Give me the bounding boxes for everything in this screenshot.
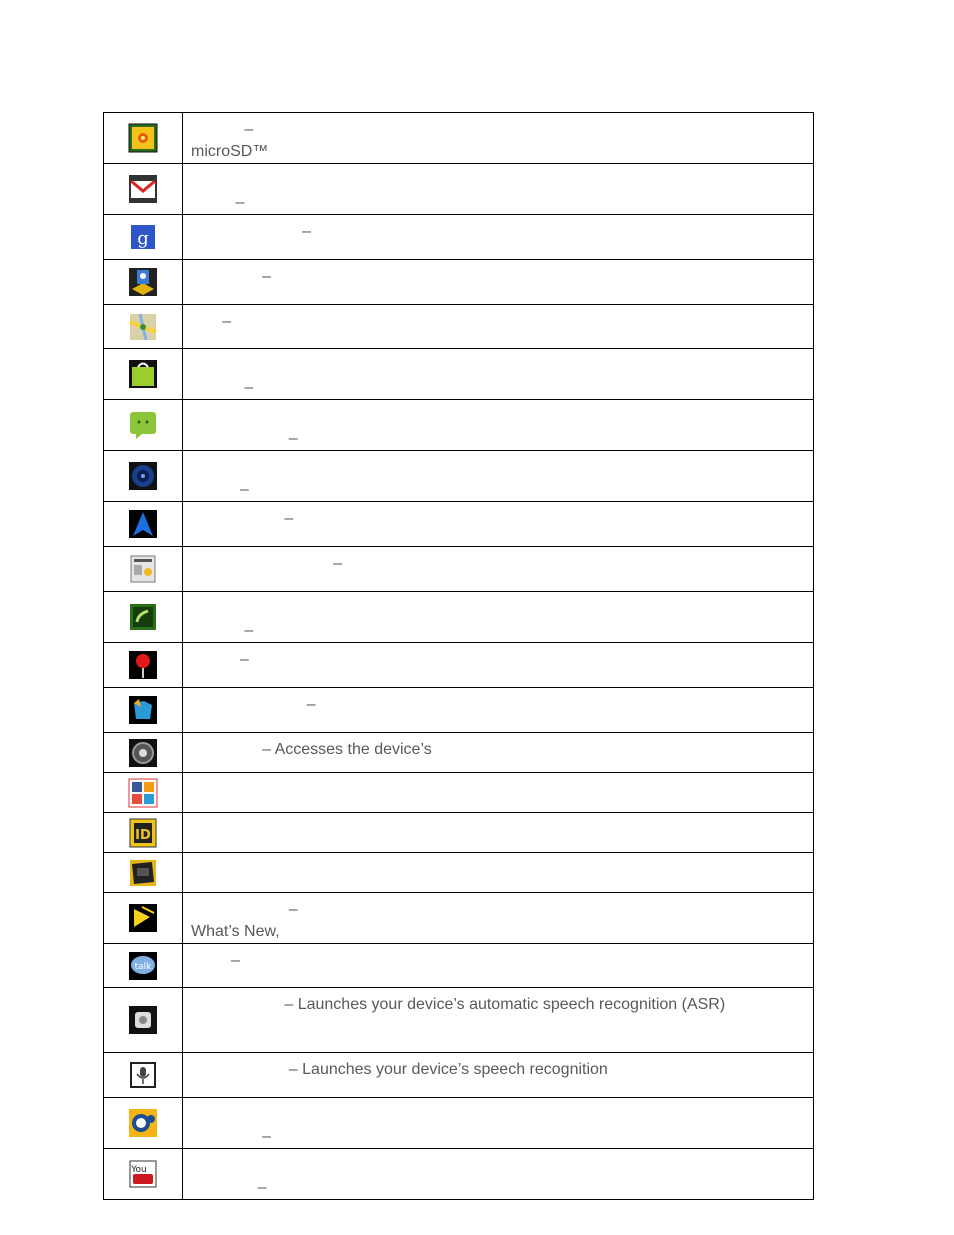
table-row <box>104 733 814 773</box>
icon-cell <box>104 944 183 988</box>
navigation-icon <box>128 509 158 539</box>
description-cell <box>183 400 814 451</box>
youtube-icon <box>128 1159 158 1189</box>
description-text: – <box>191 313 232 330</box>
table-row <box>104 944 814 988</box>
description-text <box>191 406 805 428</box>
description-text: What’s New, <box>191 923 280 940</box>
description-text: – Launches your device’s automatic speech recognition (ASR) <box>191 996 726 1013</box>
phone-icon <box>128 602 158 632</box>
description-cell <box>183 547 814 592</box>
music-icon <box>128 461 158 491</box>
description-text: – <box>191 1128 272 1145</box>
voice-search-icon <box>128 1060 158 1090</box>
description-text: – <box>191 379 254 396</box>
description-text <box>191 1104 805 1126</box>
maps-icon <box>128 312 158 342</box>
description-text: – <box>191 952 240 969</box>
description-cell <box>183 164 814 215</box>
description-cell <box>183 451 814 502</box>
description-text: microSD™ <box>191 143 269 160</box>
icon-cell <box>104 733 183 773</box>
sprint-zone-icon <box>128 903 158 933</box>
description-text: – <box>191 901 298 918</box>
table-row <box>104 502 814 547</box>
icon-cell <box>104 592 183 643</box>
talk-icon <box>128 951 158 981</box>
icon-cell <box>104 643 183 688</box>
table-row <box>104 773 814 813</box>
description-text <box>191 355 805 377</box>
description-text: – <box>191 121 254 138</box>
icon-cell <box>104 773 183 813</box>
applications-table <box>103 112 814 1200</box>
table-row <box>104 451 814 502</box>
description-cell <box>183 1053 814 1098</box>
icon-cell <box>104 451 183 502</box>
sprint-tv-icon <box>128 858 158 888</box>
table-row <box>104 215 814 260</box>
icon-cell <box>104 349 183 400</box>
description-text <box>191 457 805 479</box>
icon-cell <box>104 853 183 893</box>
description-text: – <box>191 223 312 240</box>
description-text <box>191 779 805 801</box>
description-cell <box>183 853 814 893</box>
table-row <box>104 400 814 451</box>
description-text <box>191 819 805 841</box>
description-cell <box>183 688 814 733</box>
table-row <box>104 988 814 1053</box>
table-row <box>104 113 814 164</box>
description-text <box>191 859 805 881</box>
places-icon <box>128 650 158 680</box>
description-text: – Launches your device’s speech recognition <box>191 1061 608 1078</box>
description-text: – <box>191 651 249 668</box>
icon-cell <box>104 893 183 944</box>
description-text: – <box>191 194 245 211</box>
description-cell <box>183 813 814 853</box>
messaging-icon <box>128 410 158 440</box>
social-apps-icon <box>128 778 158 808</box>
description-cell <box>183 502 814 547</box>
gallery-icon <box>128 123 158 153</box>
table-row <box>104 1149 814 1200</box>
icon-cell <box>104 1098 183 1149</box>
polaris-office-icon <box>128 695 158 725</box>
icon-cell <box>104 988 183 1053</box>
table-row <box>104 305 814 349</box>
latitude-icon <box>128 267 158 297</box>
description-cell <box>183 733 814 773</box>
table-row <box>104 853 814 893</box>
settings-icon <box>128 738 158 768</box>
description-text: – <box>191 268 272 285</box>
description-cell <box>183 773 814 813</box>
table-row <box>104 1098 814 1149</box>
icon-cell <box>104 1053 183 1098</box>
table-row <box>104 643 814 688</box>
vue-icon <box>128 1108 158 1138</box>
table-row <box>104 688 814 733</box>
description-cell <box>183 1149 814 1200</box>
voice-dialer-icon <box>128 1005 158 1035</box>
icon-cell <box>104 305 183 349</box>
icon-cell <box>104 260 183 305</box>
description-cell <box>183 349 814 400</box>
description-text: – <box>191 1179 267 1196</box>
table-row <box>104 1053 814 1098</box>
icon-cell <box>104 400 183 451</box>
icon-cell <box>104 547 183 592</box>
table-row <box>104 813 814 853</box>
description-cell <box>183 592 814 643</box>
description-text: – <box>191 555 343 572</box>
description-cell <box>183 643 814 688</box>
table-row <box>104 547 814 592</box>
news-weather-icon <box>128 554 158 584</box>
description-cell <box>183 893 814 944</box>
description-cell <box>183 113 814 164</box>
market-icon <box>128 359 158 389</box>
icon-cell <box>104 1149 183 1200</box>
table-row <box>104 349 814 400</box>
description-text <box>191 598 805 620</box>
table-row <box>104 592 814 643</box>
description-text: – Accesses the device’s <box>191 741 432 758</box>
description-text: – <box>191 696 316 713</box>
description-text: – <box>191 510 294 527</box>
table-row <box>104 893 814 944</box>
google-search-icon <box>128 222 158 252</box>
table-row <box>104 260 814 305</box>
description-text: – <box>191 481 249 498</box>
icon-cell <box>104 813 183 853</box>
table-row <box>104 164 814 215</box>
description-text <box>191 1155 805 1177</box>
icon-cell <box>104 113 183 164</box>
icon-cell <box>104 215 183 260</box>
description-cell <box>183 305 814 349</box>
description-cell <box>183 988 814 1053</box>
description-cell <box>183 260 814 305</box>
icon-cell <box>104 164 183 215</box>
description-text: – <box>191 430 298 447</box>
description-text: – <box>191 622 254 639</box>
icon-cell <box>104 688 183 733</box>
gmail-icon <box>128 174 158 204</box>
icon-cell <box>104 502 183 547</box>
description-cell <box>183 1098 814 1149</box>
sprint-id-icon <box>128 818 158 848</box>
description-cell <box>183 944 814 988</box>
description-cell <box>183 215 814 260</box>
description-text <box>191 170 805 192</box>
